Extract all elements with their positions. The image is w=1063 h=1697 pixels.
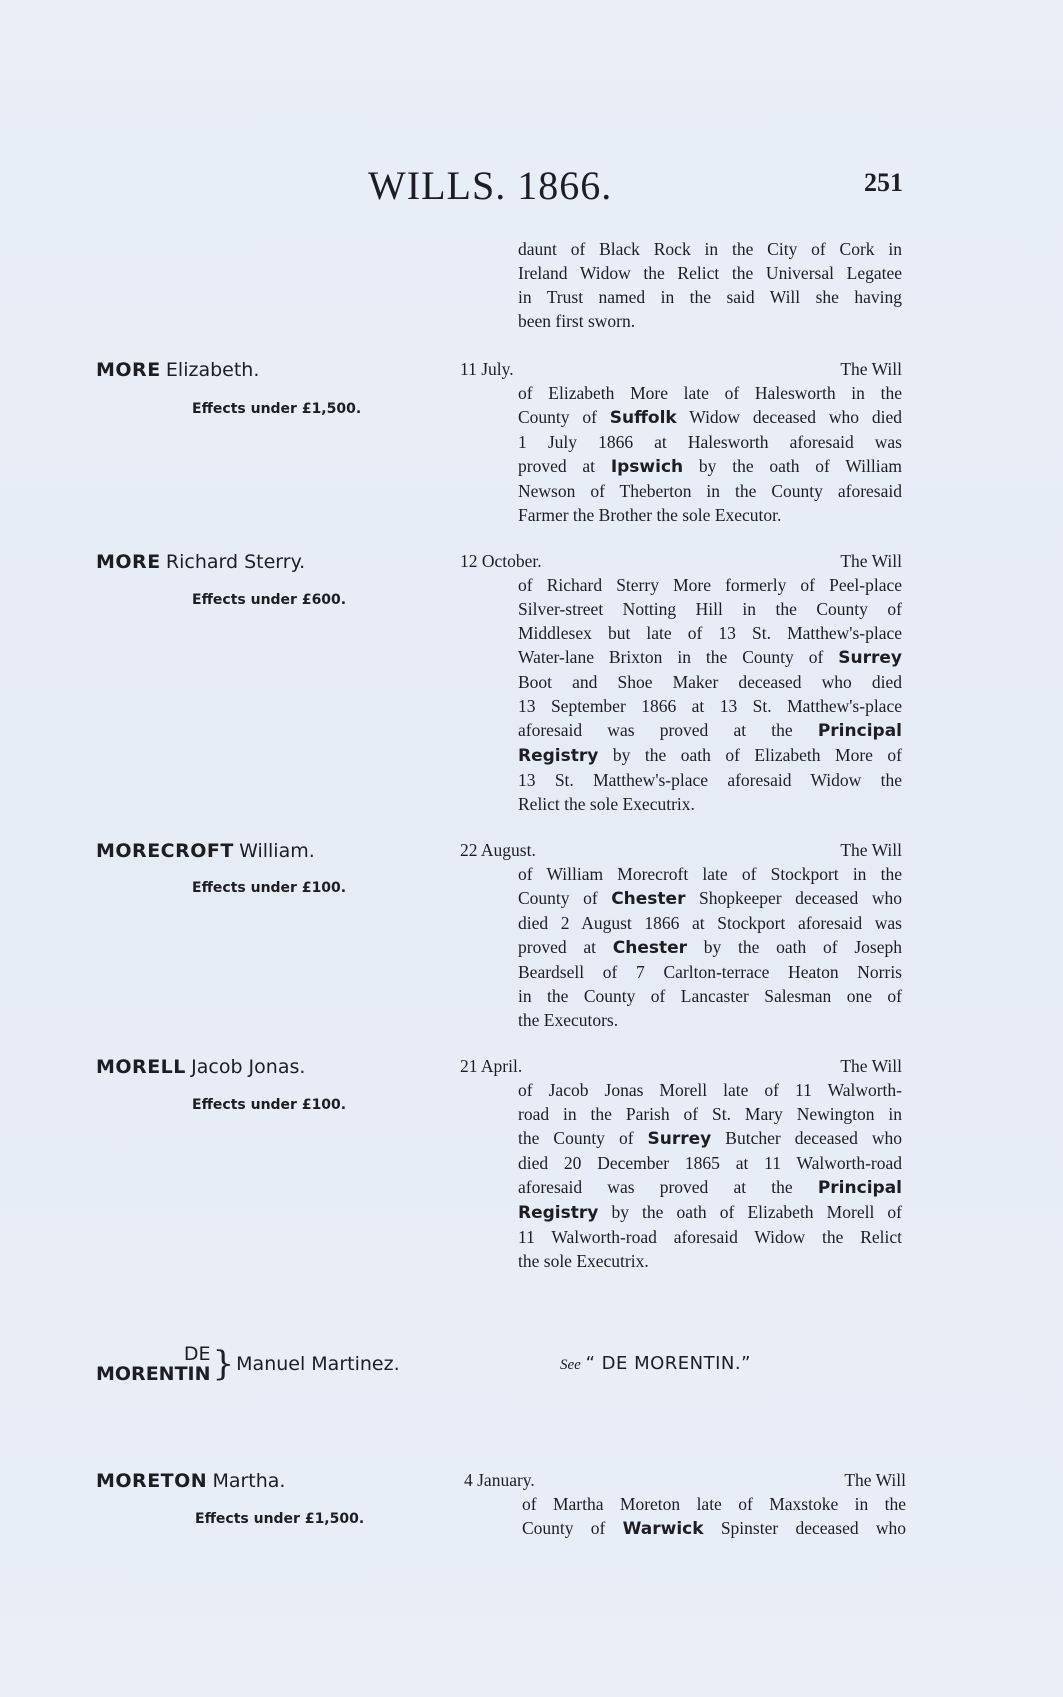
text-line: aforesaid was proved at the Principal xyxy=(518,1177,902,1198)
text-line: been first sworn. xyxy=(518,311,636,331)
text-line: in Trust named in the said Will she having xyxy=(518,287,902,307)
entry-will-label: The Will xyxy=(840,551,902,571)
entry-will-label: The Will xyxy=(840,840,902,860)
text-line: Silver-street Notting Hill in the County of xyxy=(518,599,902,619)
text-line: proved at Ipswich by the oath of William xyxy=(518,456,902,477)
entry-first-line xyxy=(460,838,902,862)
entry-will-label: The Will xyxy=(840,1056,902,1076)
text-line: Registry by the oath of Elizabeth Morell of xyxy=(518,1202,902,1223)
entry-surname: MORE xyxy=(96,551,161,573)
text-line: 13 September 1866 at 13 St. Matthew's-place xyxy=(518,696,902,716)
entry-date: 4 January. xyxy=(464,1470,535,1490)
entry-date: 12 October. xyxy=(460,551,542,571)
text-line: of Elizabeth More late of Halesworth in the xyxy=(518,383,902,403)
entry-will-label: The Will xyxy=(840,359,902,379)
entry-first-line xyxy=(464,1468,906,1492)
text-line: 11 Walworth-road aforesaid Widow the Relict xyxy=(518,1227,902,1247)
cross-reference-name-stack xyxy=(96,1344,211,1384)
entry-date: 11 July. xyxy=(460,359,514,379)
entry-body xyxy=(460,1054,902,1273)
text-line: Middlesex but late of 13 St. Matthew's-place xyxy=(518,623,902,643)
cross-reference-given-name: Manuel Martinez. xyxy=(236,1353,400,1375)
text-line: 13 St. Matthew's-place aforesaid Widow the xyxy=(518,770,902,790)
entry-given-name: Jacob Jonas. xyxy=(191,1056,306,1078)
entry-effects: Effects under £600. xyxy=(192,592,347,608)
text-line: Newson of Theberton in the County aforesaid xyxy=(518,481,902,501)
text-line: of William Morecroft late of Stockport in the xyxy=(518,864,902,884)
entry-name xyxy=(96,357,259,382)
entry-name xyxy=(96,549,305,574)
text-line: Water-lane Brixton in the County of Surrey xyxy=(518,647,902,668)
entry-body xyxy=(464,1468,906,1541)
entry-effects: Effects under £100. xyxy=(192,1097,347,1113)
text-line: in the County of Lancaster Salesman one of xyxy=(518,986,902,1006)
entry-date: 22 August. xyxy=(460,840,536,860)
entry-effects: Effects under £1,500. xyxy=(195,1511,365,1527)
text-line: Relict the sole Executrix. xyxy=(518,794,695,814)
text-line: died 20 December 1865 at 11 Walworth-road xyxy=(518,1153,902,1173)
entry-surname: MORE xyxy=(96,359,161,381)
text-line: Boot and Shoe Maker deceased who died xyxy=(518,672,902,692)
entry-surname: MORECROFT xyxy=(96,840,234,862)
text-line: the County of Surrey Butcher deceased who xyxy=(518,1128,902,1149)
text-line: proved at Chester by the oath of Joseph xyxy=(518,937,902,958)
text-line: died 2 August 1866 at Stockport aforesaid was xyxy=(518,913,902,933)
text-line: 1 July 1866 at Halesworth aforesaid was xyxy=(518,432,902,452)
entry-date: 21 April. xyxy=(460,1056,523,1076)
text-line: Registry by the oath of Elizabeth More of xyxy=(518,745,902,766)
continuation-text xyxy=(460,237,902,333)
text-line: County of Chester Shopkeeper deceased who xyxy=(518,888,902,909)
entry-first-line xyxy=(460,549,902,573)
text-line: road in the Parish of St. Mary Newington in xyxy=(518,1104,902,1124)
text-line: County of Suffolk Widow deceased who died xyxy=(518,407,902,428)
text-line: of Jacob Jonas Morell late of 11 Walworth- xyxy=(518,1080,902,1100)
text-line: Ireland Widow the Relict the Universal Legatee xyxy=(518,263,902,283)
entry-name xyxy=(96,1468,285,1493)
see-reference xyxy=(560,1353,751,1375)
entry-body xyxy=(460,838,902,1032)
text-line: Beardsell of 7 Carlton-terrace Heaton Norris xyxy=(518,962,902,982)
brace-glyph: } xyxy=(212,1344,235,1384)
entry-surname: MORETON xyxy=(96,1470,208,1492)
entry-body xyxy=(460,357,902,527)
text-line: of Martha Moreton late of Maxstoke in the xyxy=(522,1494,906,1514)
cross-reference-surname: MORENTIN xyxy=(96,1363,211,1385)
see-target: “ DE MORENTIN.” xyxy=(585,1353,751,1374)
entry-given-name: Richard Sterry. xyxy=(165,551,306,573)
entry-name xyxy=(96,1054,305,1079)
entry-surname: MORELL xyxy=(96,1056,186,1078)
entry-given-name: Martha. xyxy=(212,1470,286,1492)
text-line: of Richard Sterry More formerly of Peel-place xyxy=(518,575,902,595)
text-line: County of Warwick Spinster deceased who xyxy=(522,1518,906,1539)
text-line: daunt of Black Rock in the City of Cork in xyxy=(518,239,902,259)
text-line: the Executors. xyxy=(518,1010,619,1030)
text-line: aforesaid was proved at the Principal xyxy=(518,720,902,741)
entry-first-line xyxy=(460,357,902,381)
page-number: 251 xyxy=(864,168,903,197)
entry-given-name: William. xyxy=(239,840,315,862)
entry-given-name: Elizabeth. xyxy=(165,359,260,381)
entry-will-label: The Will xyxy=(844,1470,906,1490)
entry-first-line xyxy=(460,1054,902,1078)
text-line: the sole Executrix. xyxy=(518,1251,649,1271)
page-title: WILLS. 1866. xyxy=(368,163,613,208)
see-label: See xyxy=(560,1357,581,1373)
entry-effects: Effects under £100. xyxy=(192,880,347,896)
cross-reference-prefix: DE xyxy=(183,1343,211,1365)
entry-effects: Effects under £1,500. xyxy=(192,401,362,417)
text-line: Farmer the Brother the sole Executor. xyxy=(518,505,782,525)
entry-name xyxy=(96,838,315,863)
entry-body xyxy=(460,549,902,816)
cross-reference-entry xyxy=(96,1344,400,1384)
